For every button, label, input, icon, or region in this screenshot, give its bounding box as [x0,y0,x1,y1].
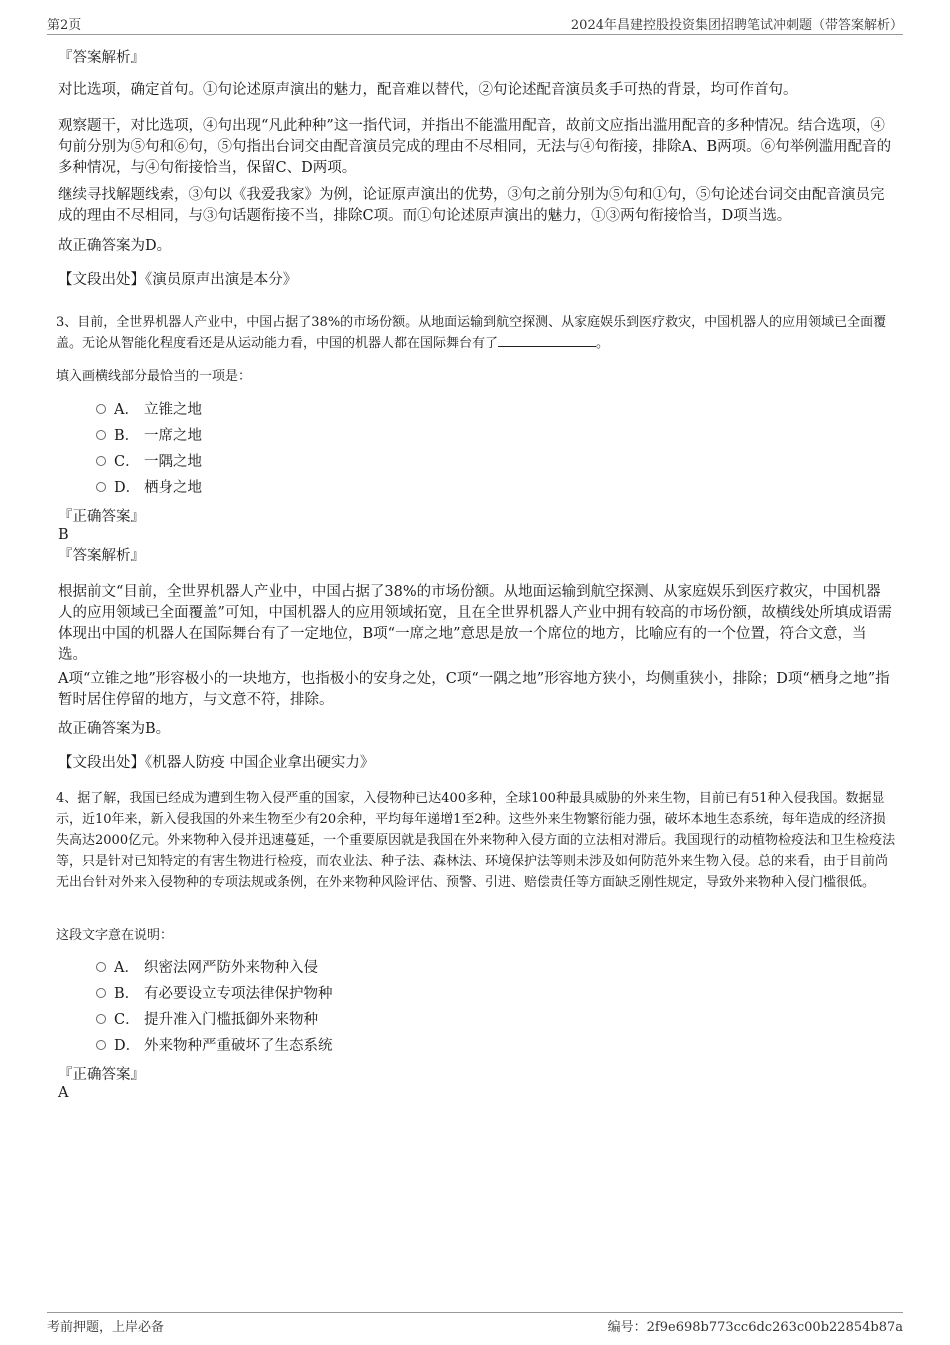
radio-icon[interactable] [96,962,106,972]
question-prompt: 填入画横线部分最恰当的一项是： [56,369,252,384]
radio-icon[interactable] [96,430,106,440]
option-text: 提升准入门槛抵御外来物种 [144,1012,318,1028]
option-text: 外来物种严重破坏了生态系统 [144,1038,333,1054]
fill-blank [498,334,596,347]
radio-icon[interactable] [96,456,106,466]
footer-slogan: 考前押题，上岸必备 [47,1320,165,1335]
answer-conclusion: 故正确答案为D。 [58,238,172,254]
option-d[interactable] [96,477,202,499]
analysis-paragraph: 继续寻找解题线索，③句以《我爱我家》为例，论证原声演出的优势，③句之前分别为⑤句和①句，⑤句论述台词交由配音演员完成的理由不尽相同，与③句话题衔接不当，排除C项。而①句论述原声演出的魅力，①③两句衔接恰当，D项当选。 [58,187,885,224]
option-text: 一席之地 [144,428,202,444]
analysis-paragraph: 对比选项，确定首句。①句论述原声演出的魅力，配音难以替代，②句论述配音演员炙手可热的背景，均可作首句。 [58,82,798,98]
analysis-label: 『答案解析』 [58,50,145,66]
analysis-paragraph: 根据前文“目前，全世界机器人产业中，中国占据了38%的市场份额。从地面运输到航空探测、从家庭娱乐到医疗救灾，中国机器人的应用领域已全面覆盖”可知，中国机器人的应用领域拓宽，且在全世界机器人产业中拥有较高的市场份额，故横线处所填成语需体现出中国的机器人在国际舞台有了一定地位，B项“一席之地”意思是放一个席位的地方，比喻应有的一个位置，符合文意，当选。 [58,584,892,663]
option-letter: B． [114,428,140,444]
analysis-label: 『答案解析』 [58,548,145,564]
option-letter: C． [114,454,140,470]
correct-answer: B [58,527,69,543]
source-citation: 【文段出处】《演员原声出演是本分》 [58,272,298,288]
correct-answer-label: 『正确答案』 [58,1067,145,1083]
option-letter: D． [114,1038,141,1054]
radio-icon[interactable] [96,988,106,998]
analysis-paragraph: 观察题干，对比选项，④句出现“凡此种种”这一指代词，并指出不能滥用配音，故前文应指出滥用配音的多种情况。结合选项，④句前分别为⑤句和⑥句，⑤句指出台词交由配音演员完成的理由不尽相同，无法与④句衔接，排除A、B两项。⑥句举例滥用配音的多种情况，与④句衔接恰当，保留C、D两项。 [58,118,892,176]
option-a[interactable] [96,957,318,979]
page-header [47,14,903,35]
radio-icon[interactable] [96,1014,106,1024]
question-3-text [56,312,896,354]
question-prompt: 这段文字意在说明： [56,928,174,943]
option-text: 栖身之地 [144,480,202,496]
option-a[interactable] [96,399,202,421]
option-text: 一隅之地 [144,454,202,470]
option-letter: C． [114,1012,140,1028]
radio-icon[interactable] [96,404,106,414]
option-b[interactable] [96,425,202,447]
answer-conclusion: 故正确答案为B。 [58,721,171,737]
correct-answer-label: 『正确答案』 [58,509,145,525]
option-letter: A． [114,402,139,418]
question-text: 3、目前，全世界机器人产业中，中国占据了38%的市场份额。从地面运输到航空探测、从家庭娱乐到医疗救灾，中国机器人的应用领域已全面覆盖。无论从智能化程度看还是从运动能力看，中国的机器人都在国际舞台有了 [56,315,887,351]
option-text: 立锥之地 [144,402,202,418]
analysis-paragraph: A项“立锥之地”形容极小的一块地方，也指极小的安身之处，C项“一隅之地”形容地方狭小，均侧重狭小，排除；D项“栖身之地”指暂时居住停留的地方，与文意不符，排除。 [58,671,890,708]
radio-icon[interactable] [96,1040,106,1050]
option-text: 有必要设立专项法律保护物种 [144,986,333,1002]
option-letter: A． [114,960,139,976]
correct-answer: A [58,1085,69,1101]
radio-icon[interactable] [96,482,106,492]
option-text: 织密法网严防外来物种入侵 [144,960,318,976]
document-id: 编号：2f9e698b773cc6dc263c00b22854b87a [607,1320,903,1335]
question-4-text: 4、据了解，我国已经成为遭到生物入侵严重的国家，入侵物种已达400多种，全球100种最具威胁的外来生物，目前已有51种入侵我国。数据显示，近10年来，新入侵我国的外来生物至少有20余种，平均每年递增1至2种。这些外来生物繁衍能力强，破坏本地生态系统，每年造成的经济损失高达2000亿元。外来物种入侵并迅速蔓延，一个重要原因就是我国在外来物种入侵方面的立法相对滞后。我国现行的动植物检疫法和卫生检疫法等，只是针对已知特定的有害生物进行检疫，而农业法、种子法、森林法、环境保护法等则未涉及如何防范外来生物入侵。总的来看，由于目前尚无出台针对外来入侵物种的专项法规或条例，在外来物种风险评估、预警、引进、赔偿责任等方面缺乏刚性规定，导致外来物种入侵门槛很低。 [56,791,896,890]
option-c[interactable] [96,451,202,473]
option-letter: B． [114,986,140,1002]
document-title: 2024年昌建控股投资集团招聘笔试冲刺题（带答案解析） [570,18,903,33]
option-c[interactable] [96,1009,318,1031]
question-text-end: 。 [596,336,610,351]
option-b[interactable] [96,983,333,1005]
source-citation: 【文段出处】《机器人防疫 中国企业拿出硬实力》 [58,755,375,771]
option-d[interactable] [96,1035,333,1057]
page-footer [47,1312,903,1335]
page-number: 第2页 [47,18,82,33]
option-letter: D． [114,480,141,496]
